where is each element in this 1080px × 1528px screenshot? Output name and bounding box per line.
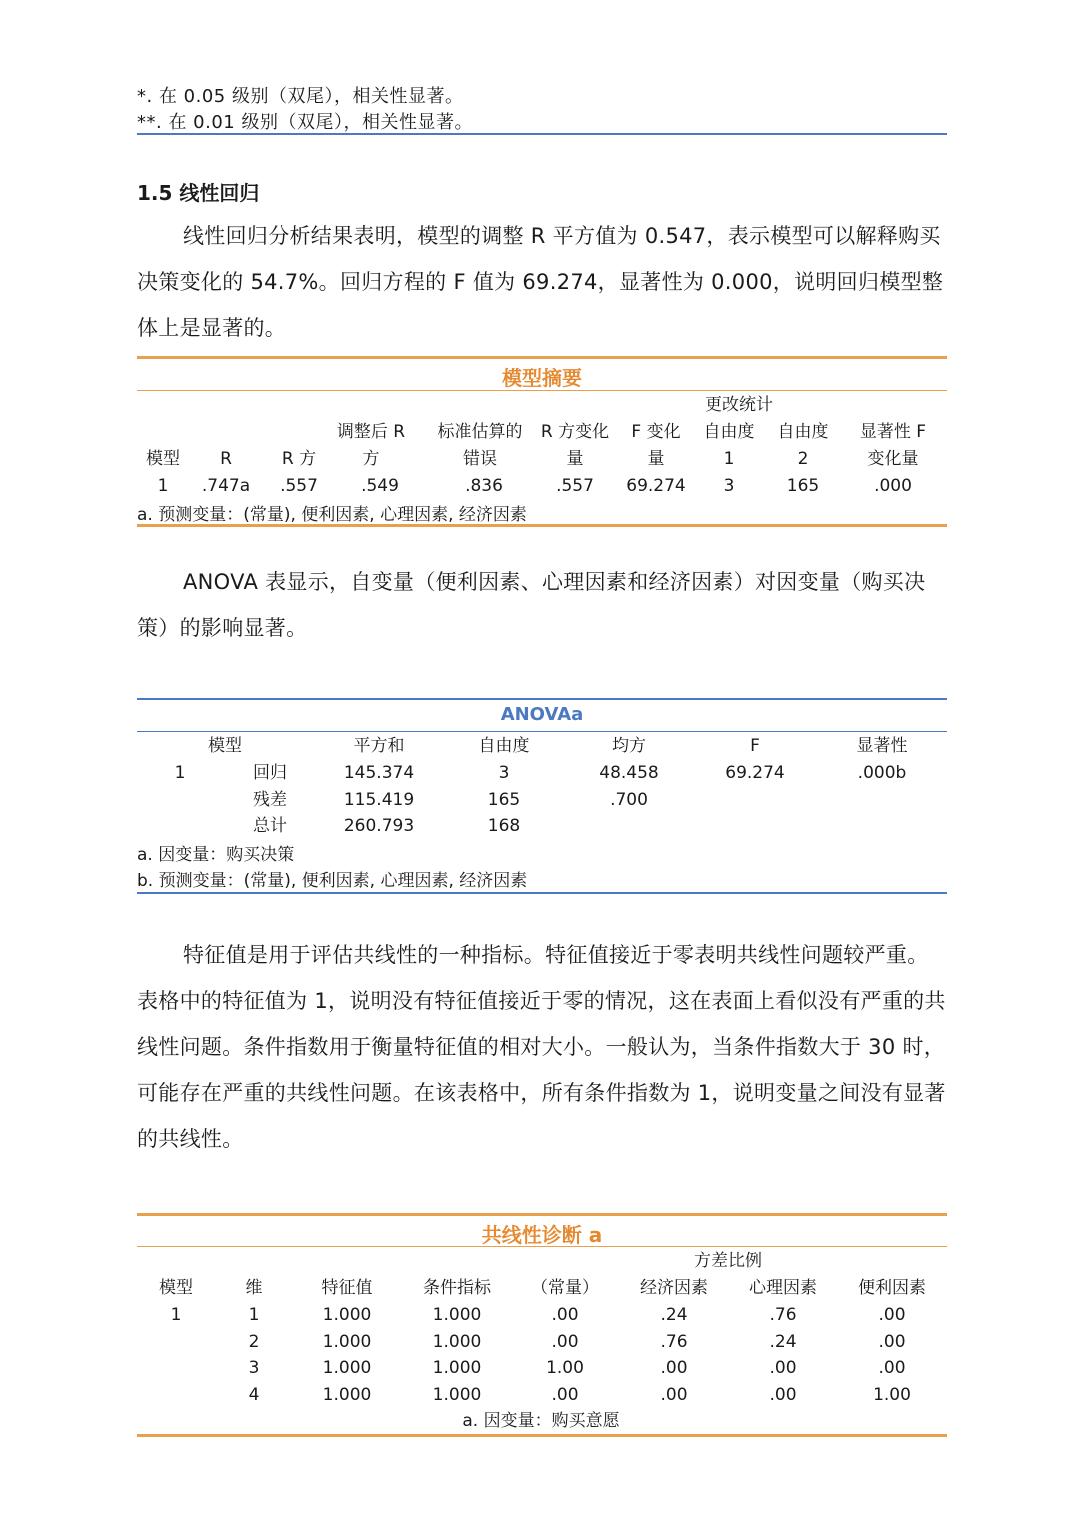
cell-convenience: .00 [878,1305,906,1325]
table-footnote: b. 预测变量：(常量), 便利因素, 心理因素, 经济因素 [137,871,528,891]
cell-df: 3 [498,763,510,783]
cell-model: 1 [157,476,169,496]
col-header-f-change-line2: 量 [647,449,665,469]
col-header-r2-change-line2: 量 [566,449,584,469]
col-header-se: 标准估算的 [437,422,523,442]
row-label: 回归 [253,763,287,783]
col-header-constant: （常量） [531,1278,599,1298]
table-footnote: a. 因变量：购买决策 [137,845,295,865]
table-top-rule [137,698,947,700]
cell-model: 1 [174,763,186,783]
cell-psychological: .00 [769,1358,797,1378]
cell-sum-of-squares: 115.419 [343,790,415,810]
cell-economic: .00 [660,1385,688,1405]
table-caption: ANOVAa [500,704,584,725]
cell-convenience: .00 [878,1332,906,1352]
table-footnote: a. 预测变量：(常量), 便利因素, 心理因素, 经济因素 [137,505,527,525]
cell-df: 168 [487,816,521,836]
caption-rule [137,1246,947,1247]
col-header-df1: 自由度 [703,422,755,442]
table-footnote: a. 因变量：购买意愿 [462,1411,620,1431]
col-header-df: 自由度 [478,736,530,756]
col-header-sum-of-squares: 平方和 [353,736,405,756]
cell-mean-square: .700 [610,790,648,810]
cell-psychological: .00 [769,1385,797,1405]
correlation-note-001: **. 在 0.01 级别（双尾），相关性显著。 [137,112,473,133]
row-label: 总计 [253,816,287,836]
col-header-sig-f: 显著性 F [859,422,927,442]
col-header-f-change: F 变化 [631,422,681,442]
cell-df: 165 [487,790,521,810]
cell-f-change: 69.274 [626,476,686,496]
cell-condition-index: 1.000 [432,1305,482,1325]
col-header-df2-line2: 2 [797,449,809,469]
cell-sig-f: .000 [874,476,912,496]
cell-constant: .00 [551,1305,579,1325]
cell-dimension: 1 [248,1305,260,1325]
section-title: 1.5 线性回归 [137,181,260,205]
col-header-convenience: 便利因素 [858,1278,926,1298]
table-caption: 模型摘要 [502,366,582,390]
col-header-dimension: 维 [245,1278,263,1298]
cell-mean-square: 48.458 [599,763,659,783]
col-header-sig-f-line2: 变化量 [867,449,919,469]
col-header-economic: 经济因素 [640,1278,708,1298]
group-header-change-stats: 更改统计 [705,395,773,415]
cell-sum-of-squares: 260.793 [343,816,415,836]
paragraph-regression-summary: 线性回归分析结果表明，模型的调整 R 平方值为 0.547，表示模型可以解释购买决策变化的 54.7%。回归方程的 F 值为 69.274，显著性为 0.000，说明回归模型整体上是显著的。 [137,224,944,340]
group-header-variance-proportions: 方差比例 [694,1251,762,1271]
cell-constant: .00 [551,1332,579,1352]
col-header-r2-change: R 方变化 [540,422,610,442]
col-header-r: R [220,449,232,469]
caption-rule [137,390,947,391]
cell-convenience: 1.00 [873,1385,911,1405]
caption-rule [137,731,947,732]
cell-economic: .76 [660,1332,688,1352]
row-label: 残差 [253,790,287,810]
paragraph-collinearity-explanation: 特征值是用于评估共线性的一种指标。特征值接近于零表明共线性问题较严重。表格中的特征值为 1，说明没有特征值接近于零的情况，这在表面上看似没有严重的共线性问题。条件指数用于衡量特征值的相对大小。一般认为，当条件指数大于 30 时，可能存在严重的共线性问题。在该表格中，所有条件指数为 1，说明变量之间没有显著的共线性。 [137,943,946,1151]
cell-condition-index: 1.000 [432,1358,482,1378]
col-header-condition-index: 条件指标 [423,1278,491,1298]
paragraph-anova-summary: ANOVA 表显示，自变量（便利因素、心理因素和经济因素）对因变量（购买决策）的影响显著。 [137,570,926,640]
col-header-r2: R 方 [281,449,317,469]
cell-psychological: .76 [769,1305,797,1325]
col-header-model: 模型 [159,1278,193,1298]
col-header-f: F [750,736,760,756]
cell-model: 1 [170,1305,182,1325]
cell-eigenvalue: 1.000 [322,1385,372,1405]
cell-economic: .00 [660,1358,688,1378]
cell-f: 69.274 [725,763,785,783]
cell-eigenvalue: 1.000 [322,1332,372,1352]
table-top-rule [137,356,947,359]
cell-eigenvalue: 1.000 [322,1358,372,1378]
table-bottom-rule [137,892,947,894]
correlation-note-005: *. 在 0.05 级别（双尾），相关性显著。 [137,86,464,107]
cell-constant: 1.00 [546,1358,584,1378]
col-header-sig: 显著性 [856,736,908,756]
table-bottom-rule [137,1434,947,1437]
cell-dimension: 4 [248,1385,260,1405]
col-header-model: 模型 [146,449,180,469]
table-bottom-rule [137,133,947,135]
col-header-eigenvalue: 特征值 [321,1278,373,1298]
col-header-model: 模型 [208,736,242,756]
cell-sum-of-squares: 145.374 [343,763,415,783]
cell-psychological: .24 [769,1332,797,1352]
cell-r2-change: .557 [556,476,594,496]
cell-se: .836 [465,476,503,496]
table-caption: 共线性诊断 a [481,1223,603,1247]
cell-convenience: .00 [878,1358,906,1378]
col-header-mean-square: 均方 [612,736,646,756]
col-header-adj-r2-line2: 方 [362,449,380,469]
col-header-adj-r2: 调整后 R [336,422,406,442]
cell-eigenvalue: 1.000 [322,1305,372,1325]
col-header-df1-line2: 1 [723,449,735,469]
table-top-rule [137,1213,947,1216]
cell-df1: 3 [723,476,735,496]
cell-condition-index: 1.000 [432,1332,482,1352]
cell-adj-r2: .549 [361,476,399,496]
cell-dimension: 2 [248,1332,260,1352]
cell-df2: 165 [786,476,820,496]
cell-sig: .000b [857,763,907,783]
cell-economic: .24 [660,1305,688,1325]
cell-dimension: 3 [248,1358,260,1378]
col-header-df2: 自由度 [777,422,829,442]
cell-r2: .557 [280,476,318,496]
col-header-se-line2: 错误 [463,449,497,469]
cell-r: .747a [201,476,251,496]
table-bottom-rule [137,524,947,527]
cell-condition-index: 1.000 [432,1385,482,1405]
col-header-psychological: 心理因素 [749,1278,817,1298]
cell-constant: .00 [551,1385,579,1405]
